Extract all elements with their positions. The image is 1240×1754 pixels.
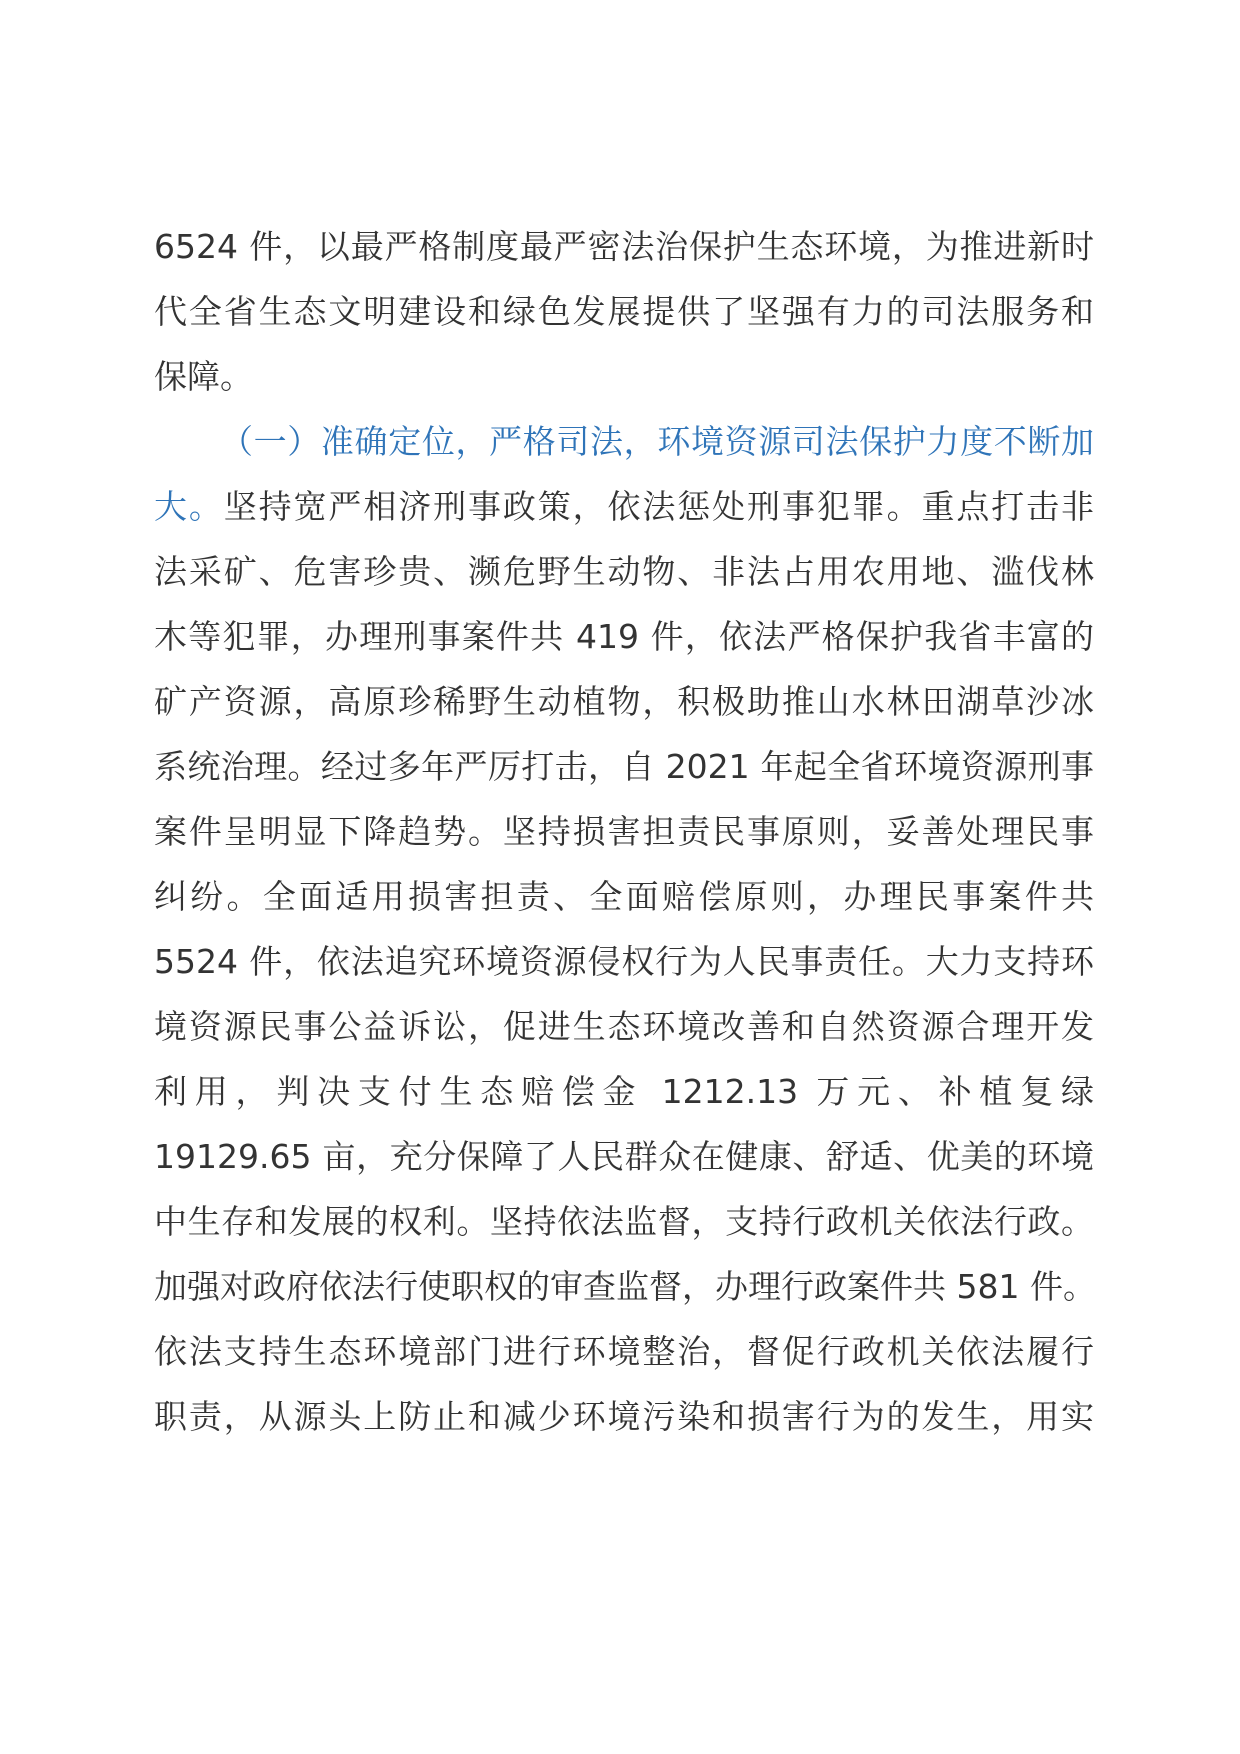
text-line: 5524 件，依法追究环境资源侵权行为人民事责任。大力支持环 <box>154 942 1094 981</box>
text-line: 案件呈明显下降趋势。坚持损害担责民事原则，妥善处理民事 <box>154 812 1094 851</box>
text-line: 纠纷。全面适用损害担责、全面赔偿原则，办理民事案件共 <box>154 877 1094 916</box>
section-heading: （一）准确定位，严格司法，环境资源司法保护力度不断加 <box>220 422 1094 461</box>
text-line: 利用，判决支付生态赔偿金 1212.13 万元、补植复绿 <box>154 1072 1094 1111</box>
body-text <box>154 214 1094 1449</box>
text-line: 依法支持生态环境部门进行环境整治，督促行政机关依法履行 <box>154 1332 1094 1371</box>
text-line <box>154 474 1094 539</box>
text-line: 矿产资源，高原珍稀野生动植物，积极助推山水林田湖草沙冰 <box>154 682 1094 721</box>
text-line: 境资源民事公益诉讼，促进生态环境改善和自然资源合理开发 <box>154 1007 1094 1046</box>
text-line: 法采矿、危害珍贵、濒危野生动物、非法占用农用地、滥伐林 <box>154 552 1094 591</box>
section-heading-end: 大。 <box>154 487 224 526</box>
text-line: 职责，从源头上防止和减少环境污染和损害行为的发生，用实 <box>154 1397 1094 1436</box>
text-line: 代全省生态文明建设和绿色发展提供了坚强有力的司法服务和 <box>154 292 1094 331</box>
text-line: 系统治理。经过多年严厉打击，自 2021 年起全省环境资源刑事 <box>154 747 1094 786</box>
text-line: 木等犯罪，办理刑事案件共 419 件，依法严格保护我省丰富的 <box>154 617 1094 656</box>
text-line: 6524 件，以最严格制度最严密法治保护生态环境，为推进新时 <box>154 227 1094 266</box>
text-line: 加强对政府依法行使职权的审查监督，办理行政案件共 581 件。 <box>154 1267 1096 1306</box>
text-line: 19129.65 亩，充分保障了人民群众在健康、舒适、优美的环境 <box>154 1137 1094 1176</box>
text-line: 保障。 <box>154 357 253 396</box>
text-segment: 坚持宽严相济刑事政策，依法惩处刑事犯罪。重点打击非 <box>223 487 1095 526</box>
text-line: 中生存和发展的权利。坚持依法监督，支持行政机关依法行政。 <box>154 1202 1094 1241</box>
paragraph-1 <box>154 214 1094 409</box>
paragraph-2 <box>154 409 1094 1449</box>
